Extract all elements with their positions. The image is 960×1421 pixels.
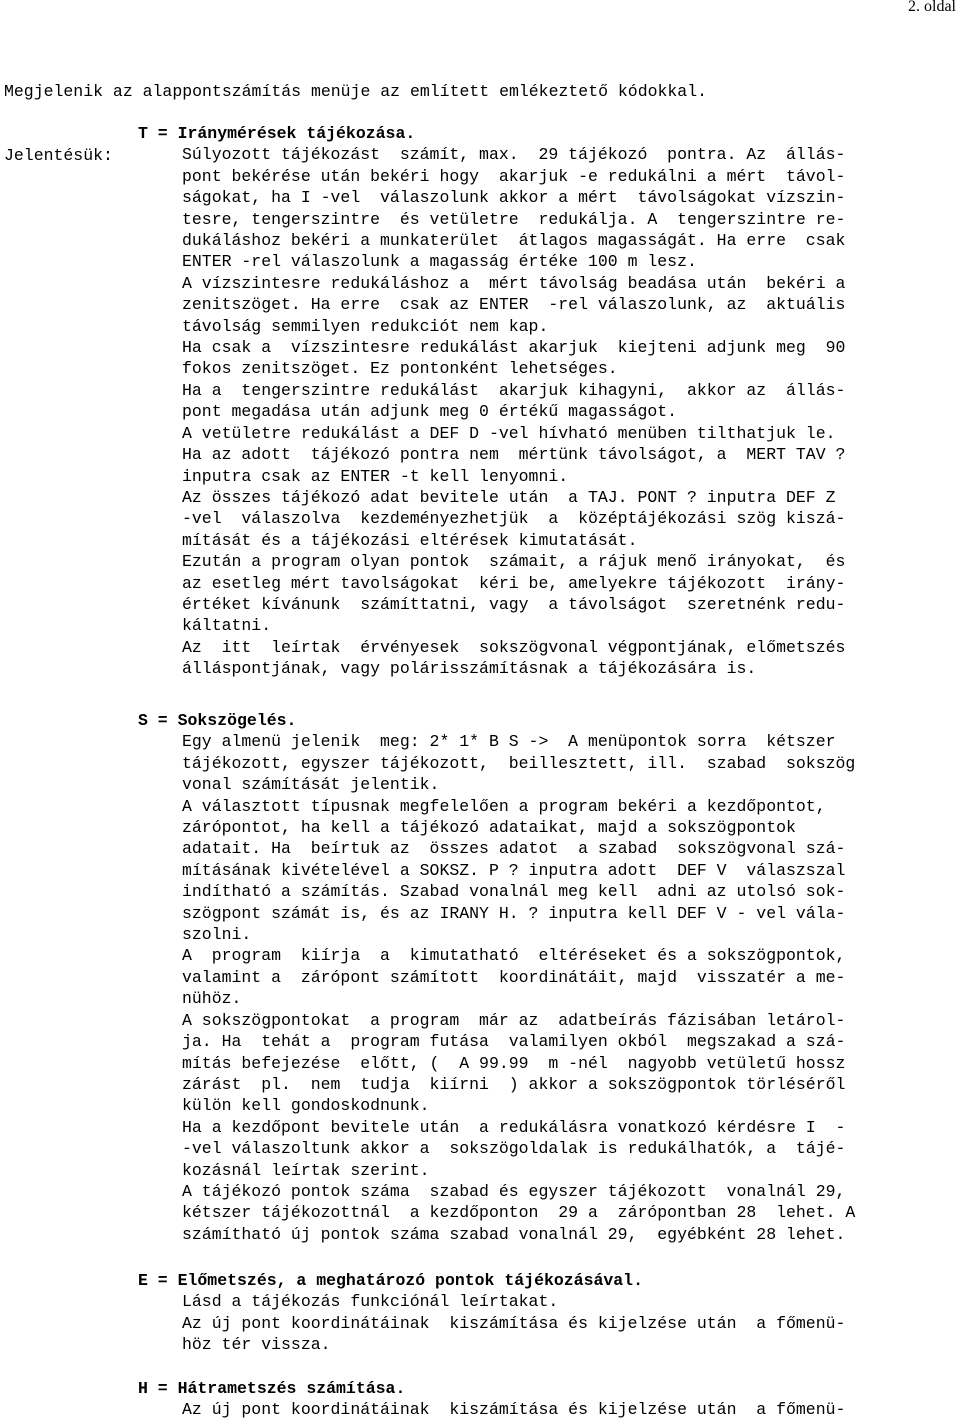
body-line: inputra csak az ENTER -t kell lenyomni. <box>182 466 569 486</box>
section-t <box>138 123 938 680</box>
body-line: Az itt leírtak érvényesek sokszögvonal végpontjának, előmetszés <box>182 637 846 657</box>
section-body <box>182 1291 938 1355</box>
body-line: mításának kivételével a SOKSZ. P ? inputra adott DEF V válaszszal <box>182 860 846 880</box>
section-body <box>182 731 938 1245</box>
body-line: adatait. Ha beírtuk az összes adatot a szabad sokszögvonal szá- <box>182 839 846 859</box>
body-line: pont bekérése után bekéri hogy akarjuk -e redukálni a mért távol- <box>182 166 846 186</box>
body-line: -vel válaszoltunk akkor a sokszögoldalak is redukálhatók, a tájé- <box>182 1139 846 1159</box>
body-line: értéket kívánunk számíttatni, vagy a távolságot szeretnénk redu- <box>182 594 846 614</box>
body-line: ságokat, ha I -vel válaszolunk akkor a mért távolságokat vízszin- <box>182 188 846 208</box>
section-heading: H = Hátrametszés számítása. <box>138 1379 406 1398</box>
body-line: A program kiírja a kimutatható eltéréseket és a sokszögpontok, <box>182 946 846 966</box>
body-line: álláspontjának, vagy polárisszámításnak a tájékozására is. <box>182 659 757 679</box>
section-e <box>138 1270 938 1356</box>
body-line: zárást pl. nem tudja kiírni ) akkor a sokszögpontok törléséről <box>182 1074 846 1094</box>
body-line: A vízszintesre redukáláshoz a mért távolság beadása után bekéri a <box>182 273 846 293</box>
body-line: -vel válaszolva kezdeményezhetjük a középtájékozási szög kiszá- <box>182 509 846 529</box>
body-line: valamint a zárópont számított koordinátáit, majd visszatér a me- <box>182 967 846 987</box>
body-line: Lásd a tájékozás funkciónál leírtakat. <box>182 1292 559 1312</box>
body-line: ja. Ha tehát a program futása valamilyen okból megszakad a szá- <box>182 1032 846 1052</box>
body-line: szolni. <box>182 925 252 945</box>
body-line: káltatni. <box>182 616 272 636</box>
section-s <box>138 710 938 1245</box>
body-line: Egy almenü jelenik meg: 2* 1* B S -> A menüpontok sorra kétszer <box>182 732 836 752</box>
body-line: dukáláshoz bekéri a munkaterület átlagos magasságát. Ha erre csak <box>182 231 846 251</box>
section-heading: T = Iránymérések tájékozása. <box>138 124 416 143</box>
body-line: külön kell gondoskodnunk. <box>182 1096 430 1116</box>
body-line: Ha az adott tájékozó pontra nem mértünk távolságot, a MERT TAV ? <box>182 445 846 465</box>
body-line: mítás befejezése előtt, ( A 99.99 m -nél nagyobb vetületű hossz <box>182 1053 846 1073</box>
body-line: pont megadása után adjunk meg 0 értékű magasságot. <box>182 402 678 422</box>
intro-line: Megjelenik az alappontszámítás menüje az említett emlékeztető kódokkal. <box>4 81 708 101</box>
body-line: kozásnál leírtak szerint. <box>182 1160 430 1180</box>
intro-line: Jelentésük: <box>4 146 113 166</box>
body-line: Az új pont koordinátáinak kiszámítása és kijelzése után a főmenü- <box>182 1400 846 1420</box>
body-line: kétszer tájékozottnál a kezdőponton 29 a zárópontban 28 lehet. A <box>182 1203 856 1223</box>
body-line: az esetleg mért tavolságokat kéri be, amelyekre tájékozott irány- <box>182 573 846 593</box>
body-line: szögpont számát is, és az IRANY H. ? inputra kell DEF V - vel vála- <box>182 903 846 923</box>
body-line: számítható új pontok száma szabad vonalnál 29, egyébként 28 lehet. <box>182 1224 846 1244</box>
body-line: ENTER -rel válaszolunk a magasság értéke 100 m lesz. <box>182 252 697 272</box>
body-line: Ha a kezdőpont bevitele után a redukálásra vonatkozó kérdésre I - <box>182 1117 846 1137</box>
body-line: Súlyozott tájékozást számít, max. 29 tájékozó pontra. Az állás- <box>182 145 846 165</box>
section-heading: S = Sokszögelés. <box>138 711 297 730</box>
body-line: tesre, tengerszintre és vetületre redukálja. A tengerszintre re- <box>182 209 846 229</box>
body-line: Ezután a program olyan pontok számait, a rájuk menő irányokat, és <box>182 552 846 572</box>
body-line: zenitszöget. Ha erre csak az ENTER -rel válaszolunk, az aktuális <box>182 295 846 315</box>
body-line: vonal számítását jelentik. <box>182 775 440 795</box>
body-line: höz tér vissza. <box>182 1335 331 1355</box>
body-line: távolság semmilyen redukciót nem kap. <box>182 316 549 336</box>
body-line: indítható a számítás. Szabad vonalnál meg kell adni az utolsó sok- <box>182 882 846 902</box>
section-body <box>182 1399 938 1420</box>
body-line: tájékozott, egyszer tájékozott, beillesztett, ill. szabad sokszög <box>182 753 856 773</box>
body-line: A sokszögpontokat a program már az adatbeírás fázisában letárol- <box>182 1010 846 1030</box>
body-line: mítását és a tájékozási eltérések kimutatását. <box>182 530 638 550</box>
section-heading: E = Előmetszés, a meghatározó pontok tájékozásával. <box>138 1271 643 1290</box>
section-h <box>138 1378 938 1421</box>
body-line: Az új pont koordinátáinak kiszámítása és kijelzése után a főmenü- <box>182 1313 846 1333</box>
body-line: A vetületre redukálást a DEF D -vel hívható menüben tilthatjuk le. <box>182 423 836 443</box>
body-line: Ha csak a vízszintesre redukálást akarjuk kiejteni adjunk meg 90 <box>182 338 846 358</box>
body-line: A tájékozó pontok száma szabad és egyszer tájékozott vonalnál 29, <box>182 1181 846 1201</box>
page-number: 2. oldal <box>908 0 956 15</box>
body-line: Az összes tájékozó adat bevitele után a TAJ. PONT ? inputra DEF Z <box>182 487 836 507</box>
body-line: nühöz. <box>182 989 242 1009</box>
body-line: fokos zenitszöget. Ez pontonként lehetséges. <box>182 359 618 379</box>
body-line: A választott típusnak megfelelően a program bekéri a kezdőpontot, <box>182 796 826 816</box>
section-body <box>182 144 938 679</box>
body-line: Ha a tengerszintre redukálást akarjuk kihagyni, akkor az állás- <box>182 380 846 400</box>
body-line: zárópontot, ha kell a tájékozó adataikat, majd a sokszögpontok <box>182 818 796 838</box>
